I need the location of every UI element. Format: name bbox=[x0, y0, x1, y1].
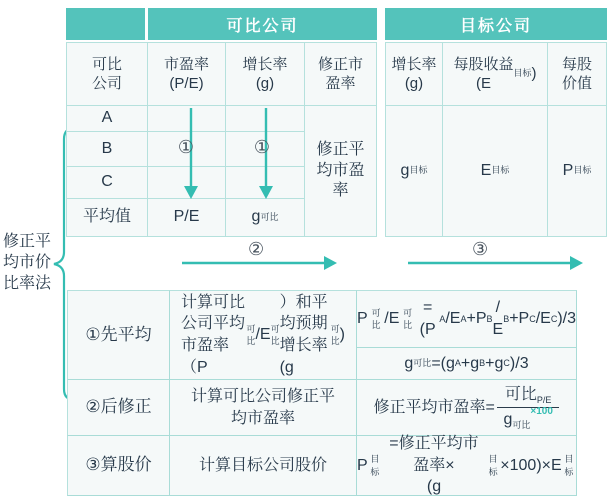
merged-modified-pe-cell bbox=[305, 106, 377, 237]
merged-p-target-cell: P 目标 bbox=[548, 106, 607, 237]
step1-badge-g: ① bbox=[253, 137, 271, 157]
fraction-numerator: 可比$_{P/E}$ bbox=[497, 384, 560, 408]
formula-target-price: P 目标 =修正平均市盈率× (g 目标 ×100)×E 目标 bbox=[357, 436, 577, 496]
row-label-c: C bbox=[66, 167, 148, 199]
corner-band-cell bbox=[66, 8, 148, 40]
group-header-comparable: 可比公司 bbox=[148, 8, 377, 40]
step3-badge: ③ bbox=[472, 239, 489, 259]
fraction-denominator bbox=[497, 405, 560, 432]
formula-average-pe: P 可比 /E 可比 =(P A /E A +P B / E B +P C /E C )/3 bbox=[357, 290, 577, 348]
col-header-target-growth: 增长率 (g) bbox=[385, 42, 443, 106]
times-100-factor: ×100 bbox=[530, 405, 553, 417]
col-header-comparable-company: 可比 公司 bbox=[66, 42, 148, 106]
group-header-target: 目标公司 bbox=[385, 8, 607, 40]
formula-modified-pe bbox=[357, 380, 577, 436]
step3-description: 计算目标公司股价 bbox=[170, 436, 357, 496]
pe-cell-a bbox=[148, 106, 226, 132]
col-header-eps: 每股收益 (E 目标 ) bbox=[443, 42, 548, 106]
formula-modified-fraction bbox=[497, 384, 560, 432]
formula-average-g: g 可比 =(g A +g B +g C )/3 bbox=[357, 348, 577, 380]
col-header-pe-ratio: 市盈率 (P/E) bbox=[148, 42, 226, 106]
pe-cell-c bbox=[148, 167, 226, 199]
step1-badge-pe: ① bbox=[177, 137, 195, 157]
step3-label: ③算股价 bbox=[67, 436, 170, 496]
step2-badge: ② bbox=[248, 239, 265, 259]
col-header-modified-pe: 修正市 盈率 bbox=[305, 42, 377, 106]
average-pe-cell: P/E bbox=[148, 199, 226, 237]
merged-g-target-cell: g 目标 bbox=[385, 106, 443, 237]
step2-label: ②后修正 bbox=[67, 380, 170, 436]
step2-arrow bbox=[180, 255, 340, 271]
step3-arrow bbox=[406, 255, 586, 271]
step2-description-text: 计算可比公司修正平均市盈率 bbox=[190, 387, 335, 427]
row-label-average: 平均值 bbox=[66, 199, 148, 237]
step1-label: ①先平均 bbox=[67, 290, 170, 380]
denominator-text: $g_{可比}$ bbox=[503, 411, 531, 431]
average-g-cell: g 可比 bbox=[226, 199, 305, 237]
formula-modified-lhs: 修正平均市盈率= bbox=[373, 398, 495, 416]
row-label-a: A bbox=[66, 106, 148, 132]
modified-pe-text: 修正平 均市盈 率 bbox=[316, 140, 365, 200]
method-label: 修正平均市价比率法 bbox=[3, 233, 52, 292]
g-cell-c bbox=[226, 167, 305, 199]
row-label-b: B bbox=[66, 132, 148, 167]
step2-description bbox=[170, 380, 357, 436]
comparison-table bbox=[66, 8, 607, 237]
steps-table bbox=[67, 290, 577, 496]
col-header-growth-rate: 增长率 (g) bbox=[226, 42, 305, 106]
col-header-share-value: 每股 价值 bbox=[548, 42, 607, 106]
merged-e-target-cell: E 目标 bbox=[443, 106, 548, 237]
g-cell-a bbox=[226, 106, 305, 132]
step1-description: 计算可比公司平均市盈率（P 可比 /E 可比 ）和平均预期增长率(g 可比 ) bbox=[170, 290, 357, 380]
